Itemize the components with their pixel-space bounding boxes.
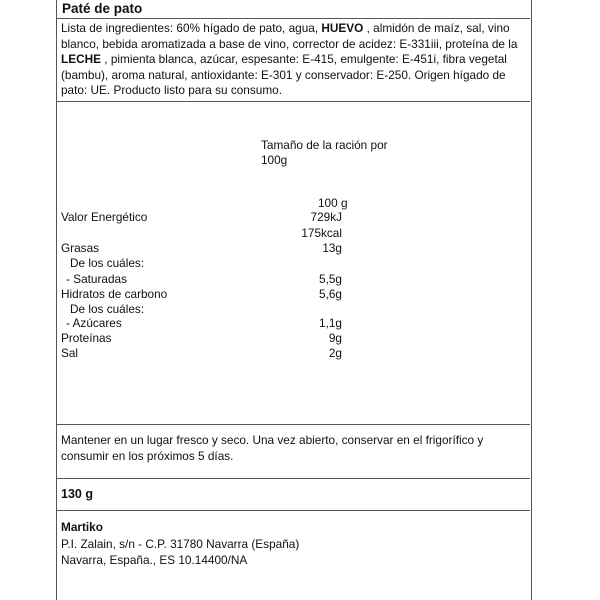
nutrient-label: Valor Energético (61, 210, 148, 224)
nutrient-value: 175kcal (301, 226, 342, 240)
per-100g-column-header: 100 g (318, 196, 348, 210)
ingredients-text-2: , almidón de maíz, sal, vino blanco, bebida aromatizada a base de vino, corrector de acidez: E-331iii, proteína de la (61, 21, 518, 51)
allergen-egg: HUEVO (321, 21, 364, 35)
manufacturer-address: P.I. Zalain, s/n - C.P. 31780 Navarra (España) (61, 536, 300, 551)
nutrient-sublabel: De los cuáles: (70, 302, 145, 316)
nutrient-value: 2g (328, 346, 342, 360)
nutrient-value: 5,6g (319, 287, 342, 301)
nutrient-sublabel: De los cuáles: (70, 256, 145, 270)
nutrient-label: - Saturadas (66, 272, 127, 286)
ingredients-list (56, 19, 530, 102)
ingredients-text-3: , pimienta blanca, azúcar, espesante: E-415, emulgente: E-451i, fibra vegetal (bambu), aroma natural, antioxidante: E-301 y conservador: E-250. Origen hígado de pato: UE. Producto listo para su consumo. (61, 52, 507, 98)
nutrient-value: 9g (328, 331, 342, 345)
product-title: Paté de pato (56, 0, 530, 19)
nutrient-label: Proteínas (61, 331, 112, 345)
nutrition-table (56, 102, 530, 425)
ingredients-text-1: Lista de ingredientes: 60% hígado de pato, agua, (61, 21, 322, 35)
serving-size-header: Tamaño de la ración por 100g (261, 138, 388, 167)
nutrient-label: Hidratos de carbono (61, 287, 168, 301)
allergen-milk: LECHE (61, 52, 101, 67)
nutrient-value: 1,1g (319, 316, 342, 330)
nutrient-label: - Azúcares (66, 316, 122, 330)
net-weight: 130 g (56, 479, 530, 511)
manufacturer-info (56, 511, 530, 600)
nutrient-label: Grasas (61, 241, 100, 255)
nutrient-value: 5,5g (319, 272, 342, 286)
manufacturer-name: Martiko (61, 520, 103, 534)
nutrient-value: 13g (322, 241, 342, 255)
nutrient-value: 729kJ (310, 210, 342, 224)
nutrient-label: Sal (61, 346, 79, 360)
storage-instructions: Mantener en un lugar fresco y seco. Una vez abierto, conservar en el frigorífico y consumir en los próximos 5 días. (56, 425, 530, 479)
manufacturer-registry: Navarra, España., ES 10.14400/NA (61, 553, 248, 567)
